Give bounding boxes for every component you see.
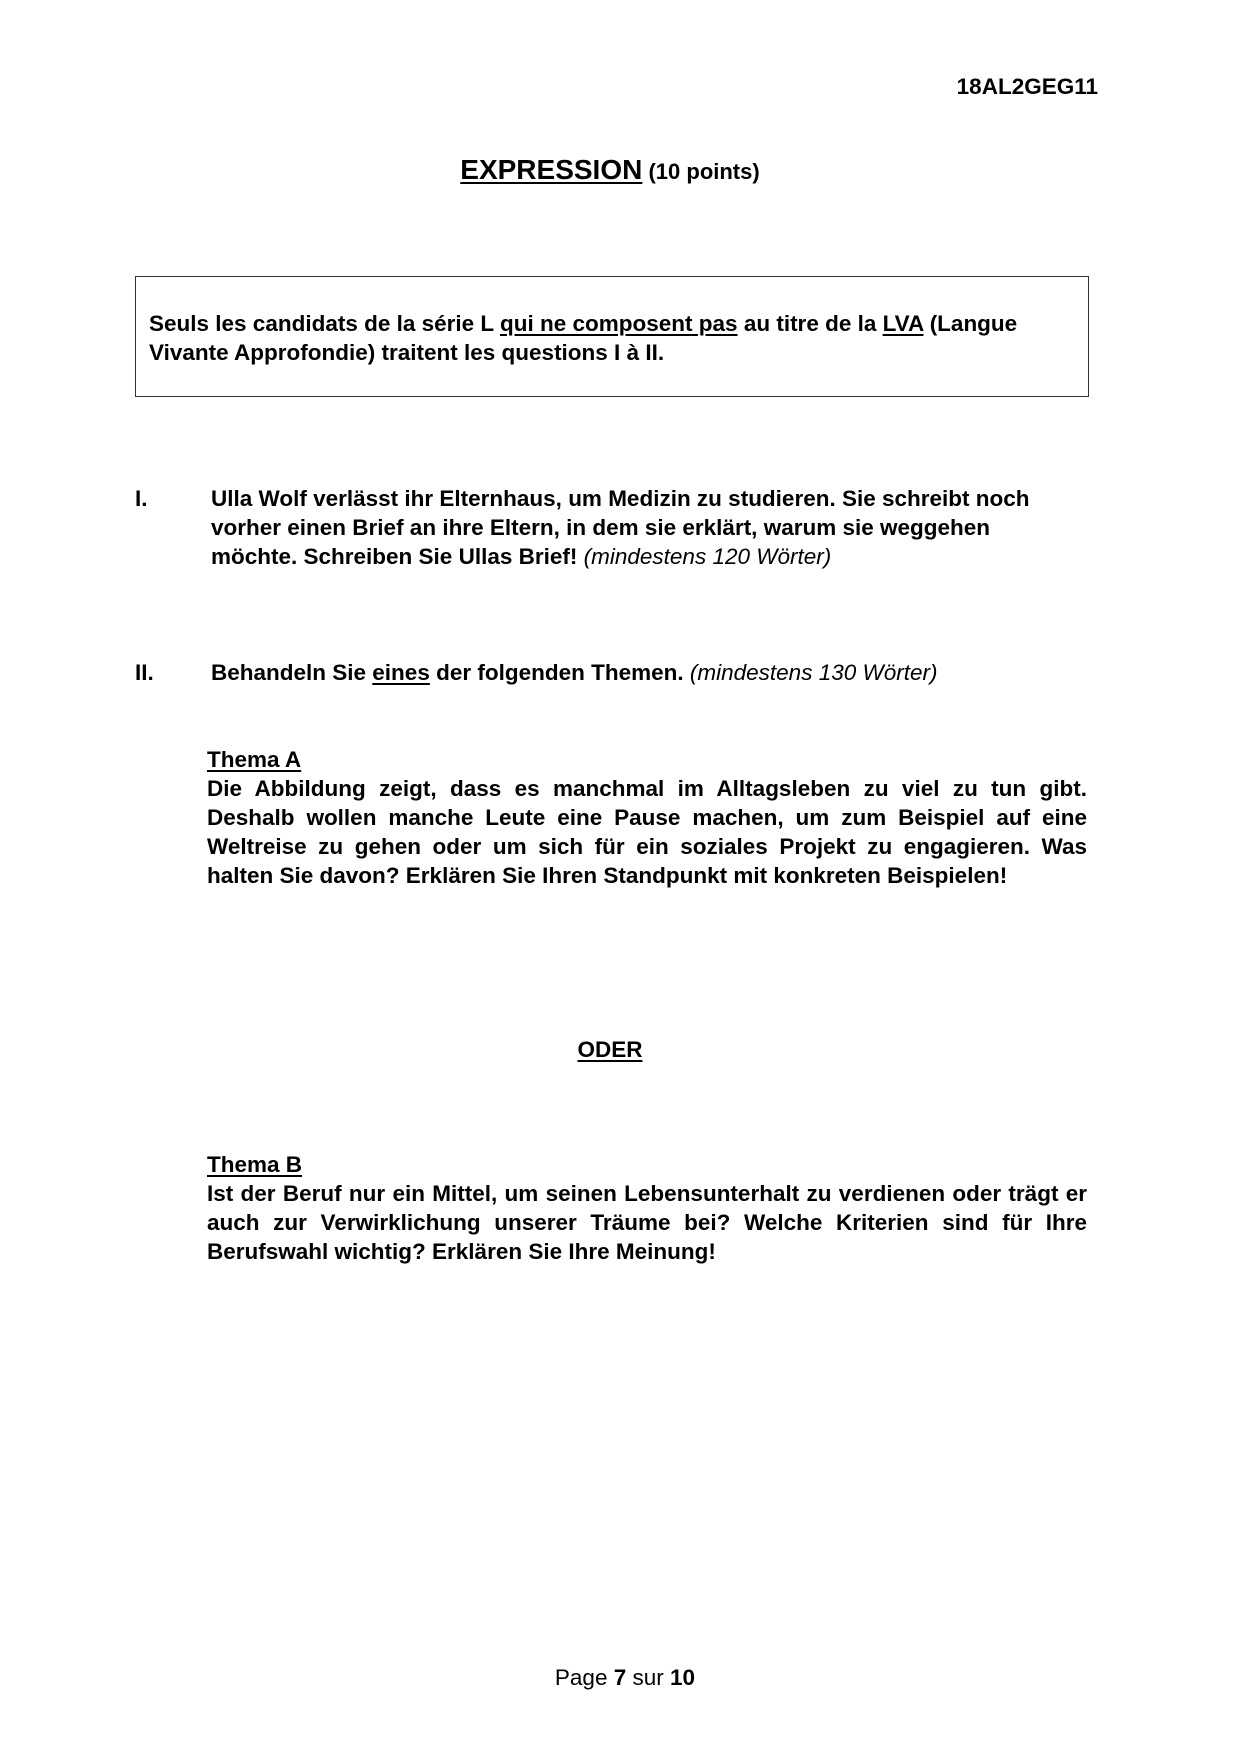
q2-underlined: eines	[372, 660, 430, 685]
notice-underlined: qui ne composent pas	[500, 311, 738, 336]
title-main: EXPRESSION	[460, 154, 643, 185]
question-2-text	[211, 658, 1111, 687]
page-total: 10	[670, 1665, 696, 1690]
thema-a-title: Thema A	[207, 747, 302, 772]
q2-part: der folgenden Themen.	[429, 660, 684, 685]
thema-a	[207, 745, 1087, 890]
thema-b	[207, 1150, 1087, 1266]
notice-text	[149, 309, 1069, 367]
notice-part: (Langue Vivante Approfondie) traitent les questions I à II.	[149, 311, 1018, 365]
question-1-hint: (mindestens 120 Wörter)	[583, 544, 832, 569]
document-code: 18AL2GEG11	[956, 74, 1098, 99]
notice-part: Seuls les candidats de la série L	[149, 311, 501, 336]
thema-b-text: Ist der Beruf nur ein Mittel, um seinen Lebensunterhalt zu verdienen oder trägt er auch zur Verwirklichung unserer Träume bei? Welche Kriterien sind für Ihre Berufswahl wichtig? Erklären Sie Ihre Meinung!	[207, 1181, 1087, 1264]
footer-label: Page	[554, 1665, 608, 1690]
notice-part: au titre de la	[737, 311, 883, 336]
notice-underlined: LVA	[882, 311, 924, 336]
oder-separator: ODER	[577, 1037, 643, 1062]
question-1-number: I.	[135, 486, 148, 511]
question-1-body: Ulla Wolf verlässt ihr Elternhaus, um Medizin zu studieren. Sie schreibt noch vorher einen Brief an ihre Eltern, in dem sie erklärt, warum sie weggehen möchte. Schreiben Sie Ullas Brief!	[211, 486, 1030, 569]
question-2-number: II.	[135, 660, 154, 685]
page-footer	[0, 1665, 1240, 1691]
thema-a-text: Die Abbildung zeigt, dass es manchmal im Alltagsleben zu viel zu tun gibt. Deshalb wollen manche Leute eine Pause machen, um zum Beispiel auf eine Weltreise zu gehen oder um sich für ein soziales Projekt zu engagieren. Was halten Sie davon? Erklären Sie Ihren Standpunkt mit konkreten Beispielen!	[207, 776, 1087, 888]
page-number: 7	[613, 1665, 627, 1690]
notice-box	[135, 276, 1089, 397]
question-2-hint: (mindestens 130 Wörter)	[689, 660, 938, 685]
footer-sur: sur	[632, 1665, 664, 1690]
question-1-text	[211, 484, 1061, 571]
title-points: (10 points)	[648, 159, 760, 184]
section-title	[0, 154, 1220, 186]
q2-part: Behandeln Sie	[211, 660, 373, 685]
thema-b-title: Thema B	[207, 1152, 303, 1177]
